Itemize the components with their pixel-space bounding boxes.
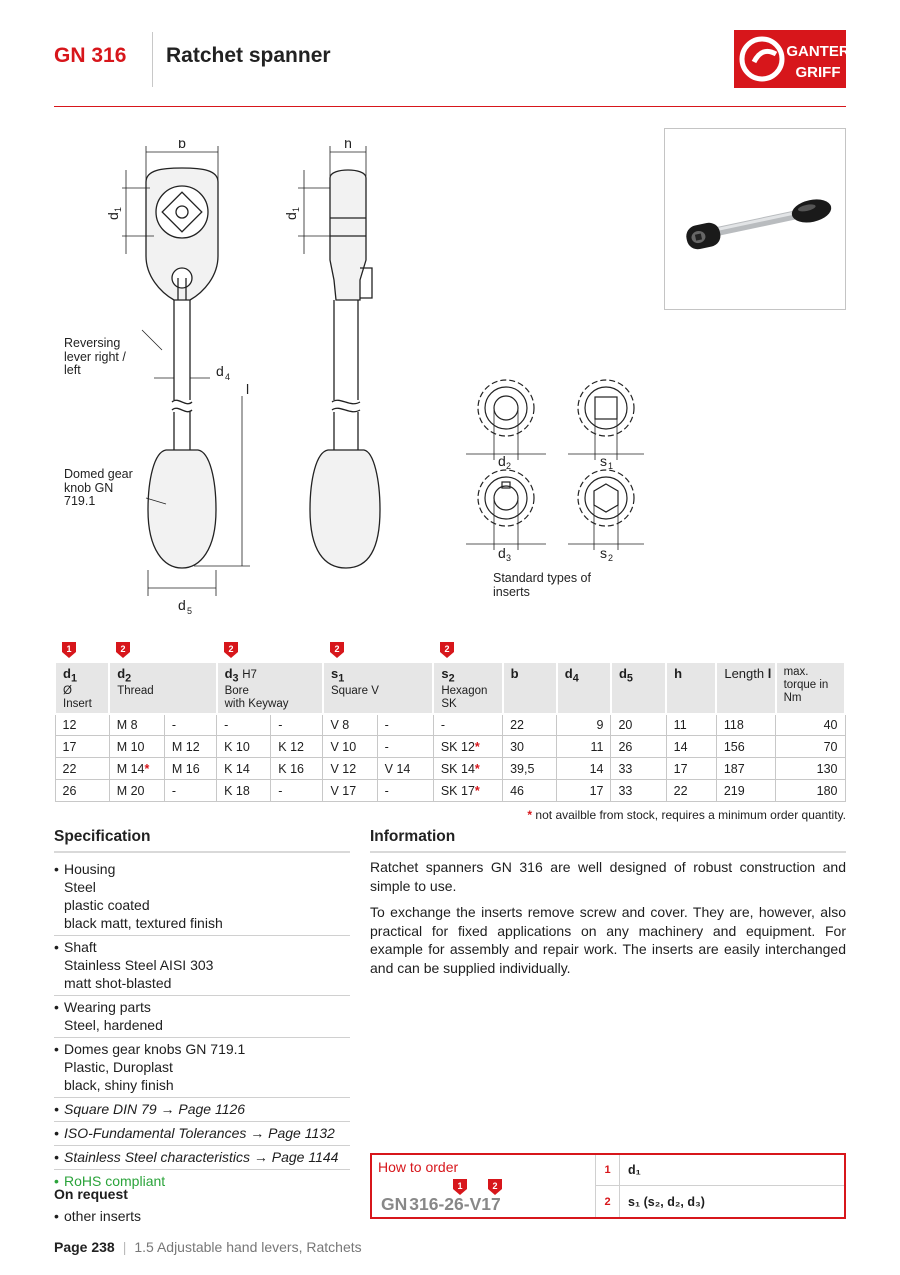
cell-s1b: - — [377, 780, 433, 802]
dimension-table — [54, 640, 846, 802]
svg-text:2: 2 — [228, 644, 234, 654]
cell-d3a: K 10 — [217, 736, 271, 758]
reversing-lever-label: Reversing lever right / left — [64, 336, 126, 377]
table-row — [55, 736, 845, 758]
order-marker-2-s1 — [323, 640, 433, 662]
cell-l: 219 — [716, 780, 775, 802]
svg-text:2: 2 — [120, 644, 126, 654]
dim-d4-sub: 4 — [225, 372, 231, 382]
dim-l-label: l — [246, 381, 250, 397]
specification-rule — [54, 851, 350, 853]
cell-s2: SK 17* — [433, 780, 502, 802]
cell-s1a: V 8 — [323, 714, 377, 736]
cell-d5: 33 — [611, 758, 666, 780]
spec-link-stainless-steel[interactable]: • Stainless Steel characteristics → Page 1144 — [54, 1146, 350, 1170]
col-d4: $d_4$ — [557, 662, 611, 714]
on-request-item: • other inserts — [54, 1208, 350, 1224]
spec-item: • Wearing parts Steel, hardened — [54, 996, 350, 1038]
how-to-order-box — [370, 1153, 846, 1219]
col-torque: max. torque in Nm — [776, 662, 845, 714]
svg-text:2: 2 — [492, 1181, 498, 1191]
cell-d2a: M 8 — [109, 714, 164, 736]
cell-d2b: M 16 — [164, 758, 216, 780]
cell-d2a: M 10 — [109, 736, 164, 758]
cell-s2: SK 14* — [433, 758, 502, 780]
insert-s2-sub: 2 — [608, 553, 614, 563]
dim-d1-label: d — [105, 212, 121, 220]
cell-h: 11 — [666, 714, 716, 736]
dim-d1-side-label: d — [283, 212, 299, 220]
cell-d5: 26 — [611, 736, 666, 758]
ganter-logo — [734, 30, 846, 88]
cell-d3a: - — [217, 714, 271, 736]
insert-d2-sub: 2 — [506, 461, 512, 471]
spec-item: • Shaft Stainless Steel AISI 303 matt shot-blasted — [54, 936, 350, 996]
specification-list — [54, 858, 350, 1193]
cell-s2: - — [433, 714, 502, 736]
dim-d5-sub: 5 — [187, 606, 193, 616]
page-footer: Page 238 | 1.5 Adjustable hand levers, Ratchets — [54, 1239, 362, 1255]
insert-d2-label: d — [498, 453, 506, 469]
cell-d1: 22 — [55, 758, 109, 780]
cell-d5: 33 — [611, 780, 666, 802]
cell-t: 180 — [776, 780, 845, 802]
cell-t: 40 — [776, 714, 845, 736]
col-b: b — [503, 662, 557, 714]
cell-d4: 14 — [557, 758, 611, 780]
cell-d1: 17 — [55, 736, 109, 758]
order-marker-2-d2 — [109, 640, 216, 662]
how-to-order-title: How to order — [378, 1159, 459, 1175]
cell-d2b: - — [164, 780, 216, 802]
insert-s1-sub: 1 — [608, 461, 614, 471]
svg-text:1: 1 — [66, 644, 72, 654]
page-title: Ratchet spanner — [166, 44, 331, 67]
table-row — [55, 780, 845, 802]
spec-link-square-din[interactable]: • Square DIN 79 → Page 1126 — [54, 1098, 350, 1122]
col-d3: $d_3$ H7 Bore with Keyway — [217, 662, 323, 714]
information-body — [370, 858, 846, 985]
cell-d4: 17 — [557, 780, 611, 802]
table-row — [55, 714, 845, 736]
cell-d3a: K 14 — [217, 758, 271, 780]
cell-b: 30 — [503, 736, 557, 758]
inserts-drawing — [456, 370, 646, 570]
footer-section: 1.5 Adjustable hand levers, Ratchets — [134, 1239, 362, 1255]
order-row-1: 1 d₁ — [596, 1155, 844, 1186]
cell-d3b: - — [271, 780, 323, 802]
spec-link-iso-tolerances[interactable]: • ISO-Fundamental Tolerances → Page 1132 — [54, 1122, 350, 1146]
col-length: Length l — [716, 662, 775, 714]
col-d5: $d_5$ — [611, 662, 666, 714]
dim-b-label: b — [178, 140, 186, 151]
cell-b: 22 — [503, 714, 557, 736]
cell-s1b: V 14 — [377, 758, 433, 780]
cell-d3b: K 12 — [271, 736, 323, 758]
cell-d1: 12 — [55, 714, 109, 736]
cell-l: 187 — [716, 758, 775, 780]
cell-d1: 26 — [55, 780, 109, 802]
cell-s1a: V 10 — [323, 736, 377, 758]
cell-d5: 20 — [611, 714, 666, 736]
spec-item: • Domes gear knobs GN 719.1 Plastic, Duroplast black, shiny finish — [54, 1038, 350, 1098]
information-rule — [370, 851, 846, 853]
insert-d3-sub: 3 — [506, 553, 512, 563]
spec-item: • Housing Steel plastic coated black matt, textured finish — [54, 858, 350, 936]
information-heading: Information — [370, 828, 456, 845]
dim-d1-sub: 1 — [113, 206, 123, 212]
col-s2: $s_2$ Hexagon SK — [433, 662, 502, 714]
header-rule — [54, 106, 846, 107]
cell-t: 70 — [776, 736, 845, 758]
cell-d3a: K 18 — [217, 780, 271, 802]
rohs-label: • RoHS compliant — [54, 1170, 350, 1193]
cell-s2: SK 12* — [433, 736, 502, 758]
cell-l: 118 — [716, 714, 775, 736]
cell-d4: 11 — [557, 736, 611, 758]
header-divider — [152, 32, 153, 87]
brand-line2: GRIFF — [795, 64, 841, 81]
order-marker-2-d3 — [217, 640, 323, 662]
svg-text:2: 2 — [444, 644, 450, 654]
table-row — [55, 758, 845, 780]
page-number: Page 238 — [54, 1239, 115, 1255]
cell-t: 130 — [776, 758, 845, 780]
spanner-drawing — [54, 140, 414, 620]
svg-text:2: 2 — [334, 644, 340, 654]
insert-s2-label: s — [600, 545, 607, 561]
order-marker-1 — [55, 640, 109, 662]
col-d1: $d_1$ Ø Insert — [55, 662, 109, 714]
specification-heading: Specification — [54, 828, 151, 845]
cell-d3b: K 16 — [271, 758, 323, 780]
on-request-heading: On request — [54, 1186, 128, 1202]
info-paragraph: To exchange the inserts remove screw and cover. They are, however, also practical for fixed applications on any machinery and equipment. For example for assembly and repair work. The inserts are easily interchanged and can be supplied individually. — [370, 904, 846, 976]
cell-d2a: M 14* — [109, 758, 164, 780]
brand-line1: GANTER — [786, 43, 846, 60]
cell-s1a: V 12 — [323, 758, 377, 780]
cell-s1b: - — [377, 736, 433, 758]
cell-s1b: - — [377, 714, 433, 736]
insert-d3-label: d — [498, 545, 506, 561]
col-h: h — [666, 662, 716, 714]
order-marker-2-s2 — [433, 640, 502, 662]
cell-b: 39,5 — [503, 758, 557, 780]
svg-text:1: 1 — [457, 1181, 463, 1191]
product-photo — [664, 128, 846, 310]
table-footnote: * not availble from stock, requires a minimum order quantity. — [527, 808, 846, 822]
order-row-2: 2 s₁ (s₂, d₂, d₃) — [596, 1186, 844, 1217]
col-s1: $s_1$ Square V — [323, 662, 433, 714]
dim-d4-label: d — [216, 363, 224, 379]
cell-h: 22 — [666, 780, 716, 802]
cell-l: 156 — [716, 736, 775, 758]
dim-d1-side-sub: 1 — [291, 206, 301, 212]
insert-s1-label: s — [600, 453, 607, 469]
info-paragraph: Ratchet spanners GN 316 are well designed of robust construction and simple to use. — [370, 859, 846, 894]
cell-d2b: M 12 — [164, 736, 216, 758]
col-d2: $d_2$ Thread — [109, 662, 216, 714]
product-code: GN 316 — [54, 44, 127, 67]
cell-b: 46 — [503, 780, 557, 802]
dim-d5-label: d — [178, 597, 186, 613]
cell-d3b: - — [271, 714, 323, 736]
gear-knob-label: Domed gear knob GN 719.1 — [64, 467, 133, 508]
cell-d2b: - — [164, 714, 216, 736]
cell-d4: 9 — [557, 714, 611, 736]
cell-s1a: V 17 — [323, 780, 377, 802]
order-code: GN 316-26-V17 — [381, 1194, 501, 1214]
cell-h: 17 — [666, 758, 716, 780]
cell-d2a: M 20 — [109, 780, 164, 802]
inserts-label: Standard types of inserts — [493, 571, 591, 599]
dim-h-label: h — [344, 140, 352, 151]
cell-h: 14 — [666, 736, 716, 758]
